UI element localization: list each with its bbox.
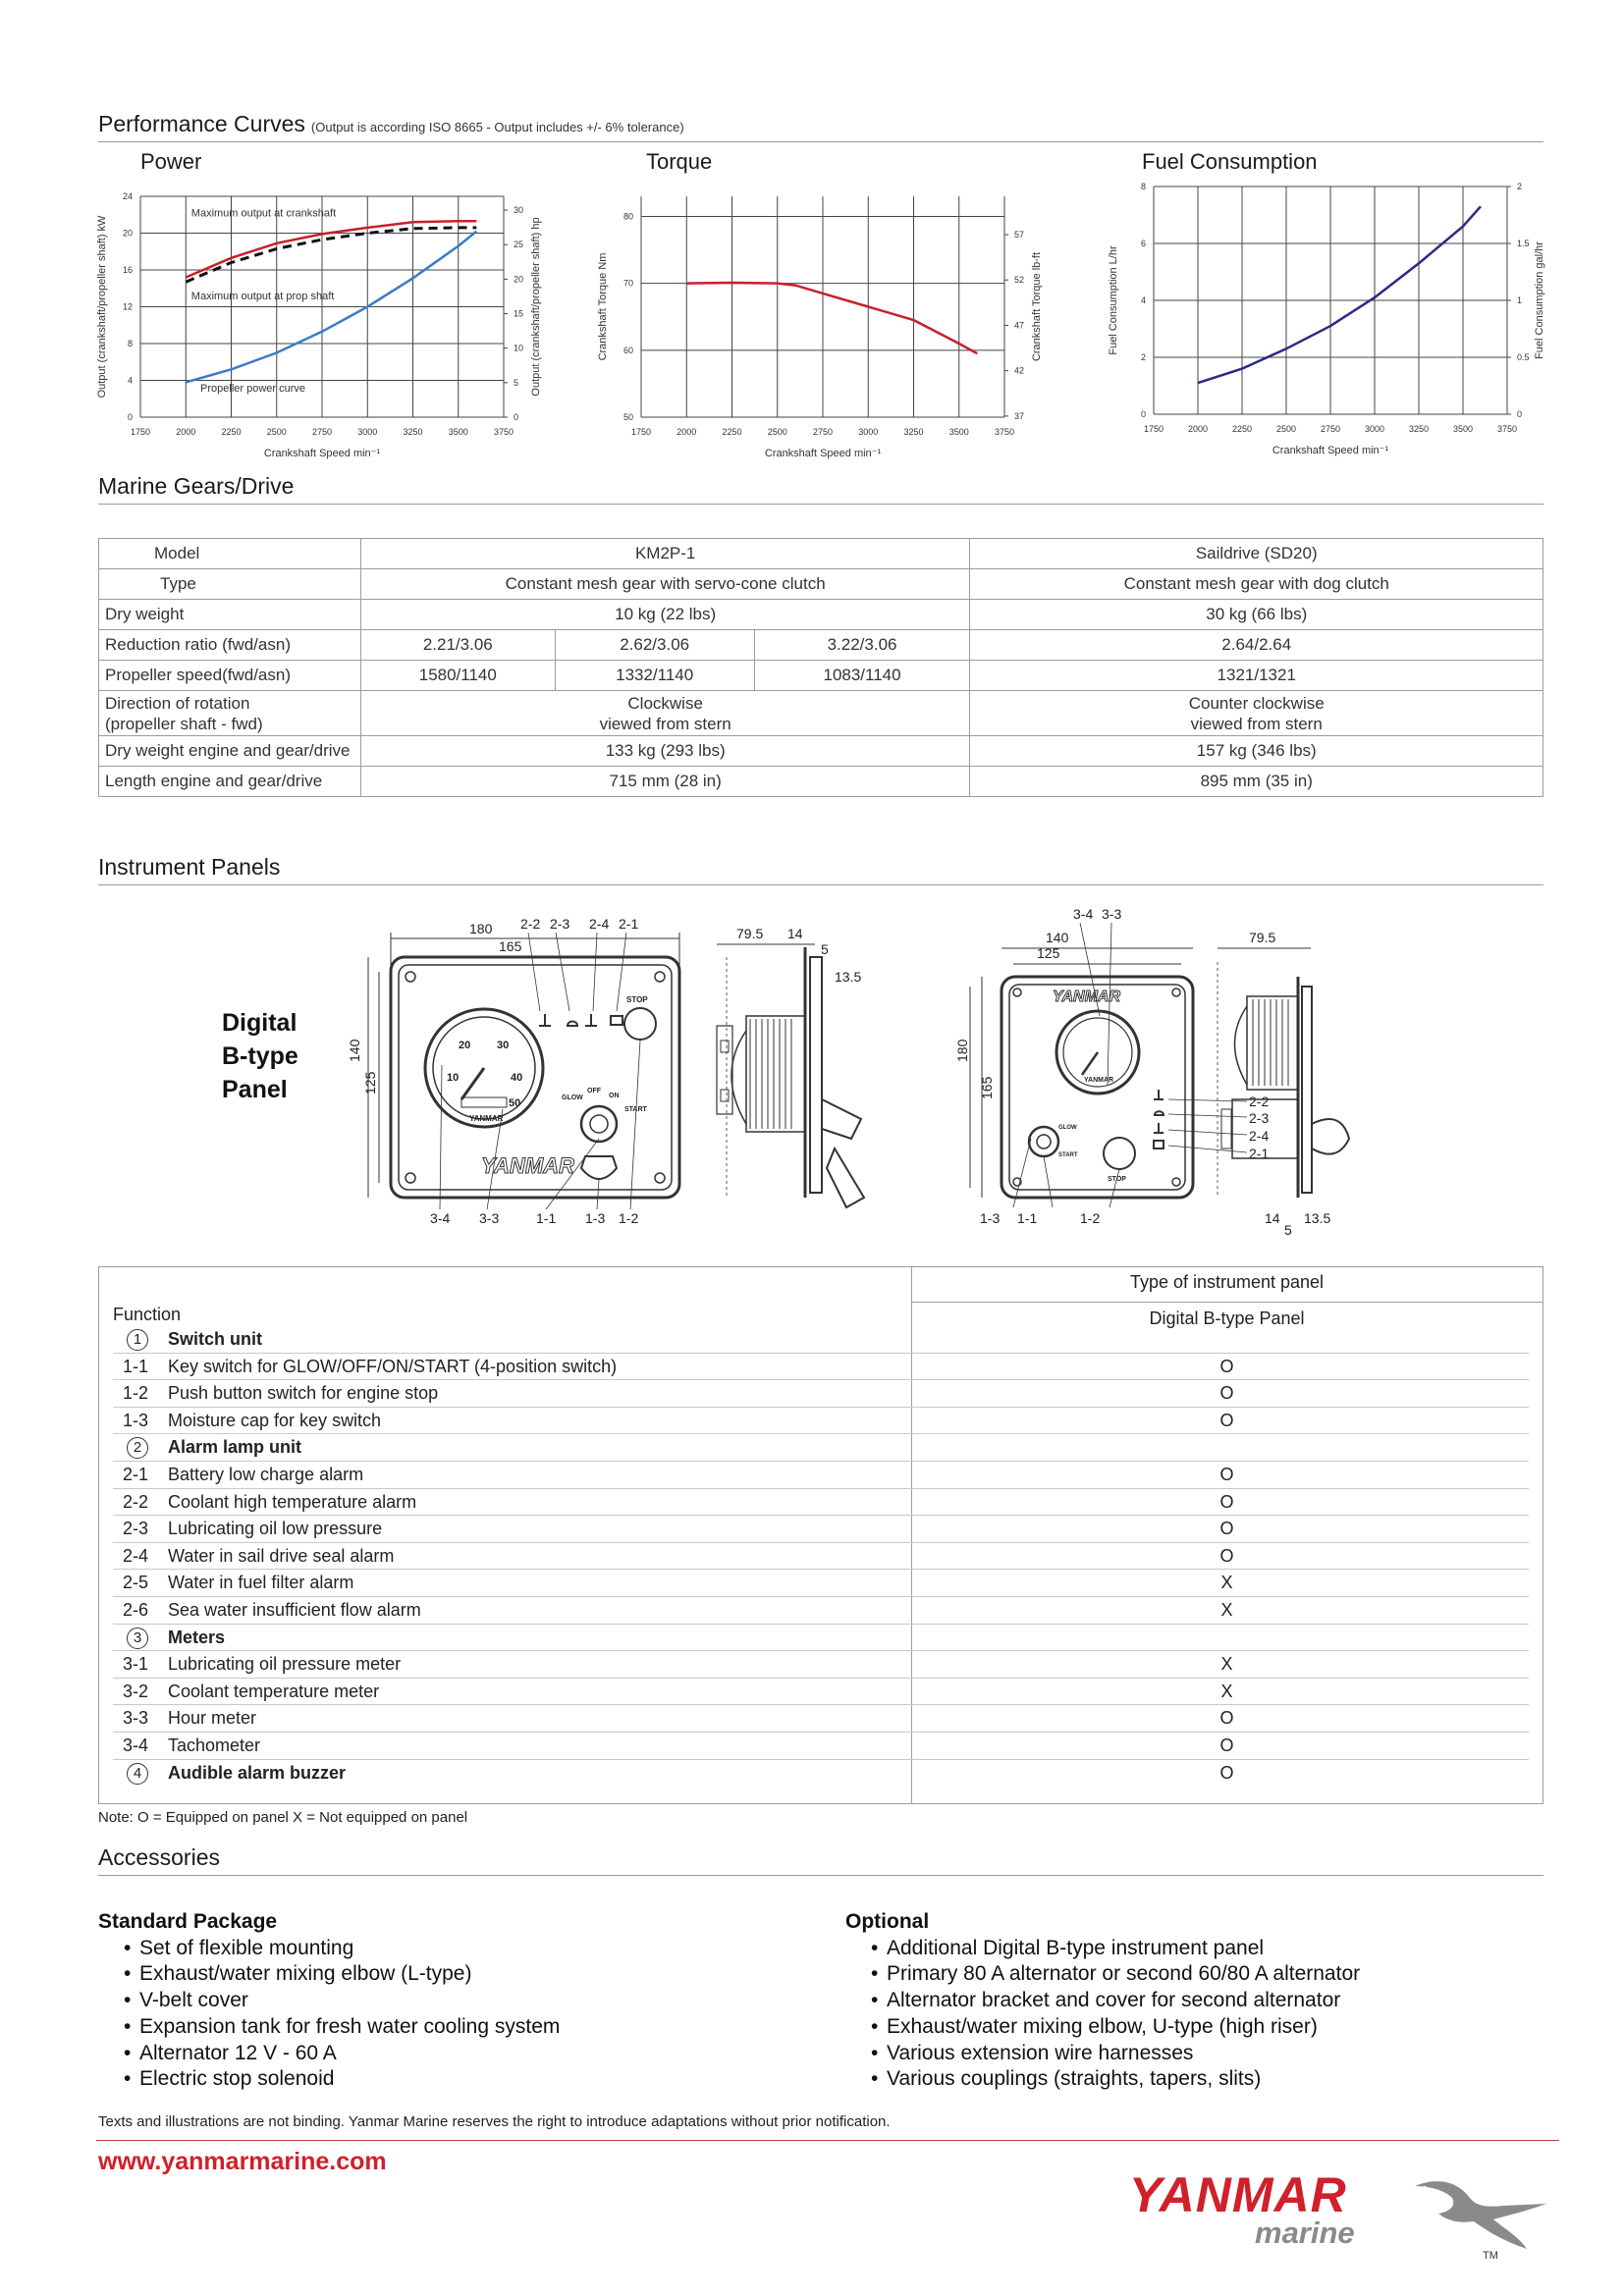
function-equipped: X — [1220, 1600, 1233, 1620]
panel-brand-right: YANMAR — [1053, 988, 1121, 1005]
function-number: 3-2 — [123, 1681, 149, 1701]
function-number: 3-4 — [123, 1735, 149, 1755]
panel-name-3: Panel — [222, 1076, 288, 1103]
y-axis-label: Output (crankshaft/propeller shaft) kW — [96, 215, 108, 399]
y-tick-label: 8 — [1140, 182, 1146, 191]
panel-name-2: B-type — [222, 1042, 298, 1070]
callout-1-2-right: 1-2 — [1080, 1210, 1101, 1226]
power-chart-title: Power — [140, 149, 202, 174]
standard-title: Standard Package — [98, 1910, 278, 1933]
dir-a-1: Clockwise — [627, 693, 703, 713]
y-axis-label-right: Crankshaft Torque lb-ft — [1031, 251, 1043, 362]
red-a2: 2.62/3.06 — [555, 630, 754, 661]
x-tick-label: 1750 — [630, 427, 652, 437]
dim-14-right: 14 — [1265, 1210, 1280, 1226]
footer-divider — [96, 2140, 1559, 2141]
x-tick-label: 2500 — [767, 427, 787, 437]
dry-b: 30 kg (66 lbs) — [970, 600, 1543, 630]
y-tick-label: 6 — [1140, 239, 1146, 248]
function-row — [99, 1760, 1543, 1788]
gears-title: Marine Gears/Drive — [98, 473, 295, 499]
function-row — [99, 1408, 1543, 1435]
torque-chart — [594, 187, 1065, 471]
len-b: 895 mm (35 in) — [970, 767, 1543, 797]
function-equipped: O — [1219, 1465, 1234, 1484]
callout-1-2-left: 1-2 — [619, 1210, 639, 1226]
seagull-icon — [1409, 2164, 1556, 2253]
model-label: Model — [99, 539, 361, 569]
callout-3-3-right: 3-3 — [1102, 906, 1122, 922]
optional-package — [845, 1909, 1360, 2093]
glow-label-right: GLOW — [1058, 1125, 1077, 1131]
glow-label-left: GLOW — [562, 1095, 583, 1101]
right-tick-label: 10 — [514, 343, 524, 353]
dim-165-right: 165 — [979, 1076, 995, 1099]
function-text: Alarm lamp unit — [168, 1437, 302, 1458]
function-row — [99, 1679, 1543, 1706]
function-number: 2-4 — [123, 1545, 149, 1566]
function-text: Tachometer — [168, 1735, 261, 1755]
chart-annotation: Maximum output at prop shaft — [190, 291, 335, 302]
side-view-right — [1218, 930, 1349, 1238]
footer-url[interactable]: www.yanmarmarine.com — [98, 2148, 387, 2175]
performance-section-title — [98, 111, 1543, 142]
dir-b-2: viewed from stern — [1190, 714, 1323, 733]
panel-brand-left: YANMAR — [481, 1153, 574, 1178]
dim-5-left: 5 — [821, 941, 829, 957]
side-view-left — [717, 926, 864, 1207]
function-group-number: 3 — [127, 1628, 148, 1649]
callout-2-2-right: 2-2 — [1249, 1094, 1270, 1109]
x-tick-label: 2500 — [1275, 424, 1297, 434]
function-text: Lubricating oil pressure meter — [168, 1654, 402, 1675]
model-a: KM2P-1 — [360, 539, 970, 569]
alarm-lamp-icons-right — [1154, 1090, 1164, 1148]
dim-140-left: 140 — [347, 1039, 362, 1062]
right-tick-label: 20 — [514, 274, 524, 285]
optional-title: Optional — [845, 1910, 930, 1933]
prop-a2: 1332/1140 — [555, 661, 754, 691]
y-tick-label: 12 — [122, 301, 133, 312]
gears-row-model — [99, 539, 1543, 569]
function-equipped: O — [1219, 1735, 1234, 1755]
y-tick-label: 50 — [623, 412, 633, 422]
function-equipped: O — [1219, 1545, 1234, 1566]
optional-item: • Various couplings (straights, tapers, slits) — [845, 2066, 1360, 2093]
y-tick-label: 16 — [122, 265, 133, 275]
gauge-tick-10: 10 — [447, 1072, 460, 1084]
x-tick-label: 2750 — [1320, 424, 1341, 434]
gears-row-type — [99, 569, 1543, 600]
type-a: Constant mesh gear with servo-cone clutch — [360, 569, 970, 600]
model-b: Saildrive (SD20) — [970, 539, 1543, 569]
function-text: Moisture cap for key switch — [168, 1410, 382, 1430]
x-tick-label: 3250 — [903, 427, 924, 437]
header-panel: Digital B-type Panel — [1149, 1308, 1305, 1328]
function-number: 3-3 — [123, 1708, 149, 1729]
x-tick-label: 1750 — [130, 427, 151, 437]
dry-label: Dry weight — [99, 600, 361, 630]
x-tick-label: 3500 — [948, 427, 969, 437]
function-row — [99, 1326, 1543, 1354]
gears-table — [98, 538, 1543, 797]
callout-2-3-right: 2-3 — [1249, 1110, 1270, 1126]
function-equipped: O — [1219, 1491, 1234, 1512]
optional-item: • Additional Digital B-type instrument panel — [845, 1936, 1360, 1962]
right-tick-label: 0 — [514, 412, 519, 422]
callout-3-3-left: 3-3 — [479, 1210, 500, 1226]
gears-row-reduction — [99, 630, 1543, 661]
function-table — [98, 1266, 1543, 1804]
function-number: 3-1 — [123, 1654, 149, 1675]
x-tick-label: 2500 — [266, 427, 287, 437]
logo-sub: marine — [1255, 2216, 1355, 2250]
performance-title: Performance Curves — [98, 111, 305, 136]
right-tick-label: 5 — [514, 377, 519, 388]
function-row — [99, 1354, 1543, 1381]
gears-row-length — [99, 767, 1543, 797]
dim-180-left: 180 — [469, 921, 493, 936]
stop-label-right: STOP — [1108, 1176, 1126, 1183]
optional-item: • Exhaust/water mixing elbow, U-type (high riser) — [845, 2014, 1360, 2041]
function-row — [99, 1434, 1543, 1462]
function-header-divider — [911, 1302, 1543, 1303]
y-tick-label: 8 — [127, 339, 133, 348]
x-tick-label: 2250 — [1231, 424, 1253, 434]
function-group-number: 2 — [127, 1437, 148, 1459]
dir-b-1: Counter clockwise — [1188, 693, 1325, 713]
y-tick-label: 70 — [623, 278, 633, 289]
gauge-tick-50: 50 — [509, 1097, 521, 1109]
x-tick-label: 3000 — [357, 427, 378, 437]
callout-1-1-right: 1-1 — [1017, 1210, 1038, 1226]
front-view-left — [347, 916, 679, 1226]
right-tick-label: 1.5 — [1517, 239, 1530, 248]
function-text: Water in fuel filter alarm — [168, 1573, 354, 1593]
function-note: Note: O = Equipped on panel X = Not equipped on panel — [98, 1809, 468, 1826]
right-tick-label: 2 — [1517, 182, 1523, 191]
y-tick-label: 60 — [623, 345, 633, 355]
dir-b — [970, 691, 1543, 736]
fuel-chart-title: Fuel Consumption — [1142, 149, 1318, 174]
gears-row-direction — [99, 691, 1543, 736]
red-label: Reduction ratio (fwd/asn) — [99, 630, 361, 661]
start-label-left: START — [624, 1106, 647, 1113]
accessories-section-title — [98, 1844, 1543, 1876]
header-function: Function — [113, 1305, 182, 1324]
off-label-left: OFF — [587, 1088, 601, 1095]
callout-1-1-left: 1-1 — [536, 1210, 557, 1226]
standard-item: • Expansion tank for fresh water cooling system — [98, 2014, 560, 2041]
dry-a: 10 kg (22 lbs) — [360, 600, 970, 630]
function-text: Hour meter — [168, 1708, 257, 1729]
chart-annotation: Maximum output at crankshaft — [190, 207, 337, 220]
function-text: Coolant high temperature alarm — [168, 1491, 417, 1512]
right-tick-label: 1 — [1517, 295, 1523, 305]
start-label-right: START — [1058, 1152, 1078, 1158]
x-tick-label: 3500 — [448, 427, 468, 437]
right-tick-label: 42 — [1014, 365, 1025, 376]
y-tick-label: 24 — [122, 191, 133, 201]
x-axis-label: Crankshaft Speed min⁻¹ — [263, 448, 381, 459]
function-text: Meters — [168, 1627, 226, 1647]
footer-disclaimer: Texts and illustrations are not binding. Yanmar Marine reserves the right to introduce adaptations without prior notification. — [98, 2113, 891, 2130]
panel-name — [222, 1006, 298, 1106]
dim-79-right: 79.5 — [1249, 930, 1276, 945]
standard-item: • Alternator 12 V - 60 A — [98, 2041, 560, 2067]
function-text: Battery low charge alarm — [168, 1465, 364, 1484]
function-number: 2-1 — [123, 1465, 149, 1484]
y-axis-label-right: Output (crankshaft/propeller shaft) hp — [530, 217, 542, 397]
function-row — [99, 1462, 1543, 1489]
x-axis-label: Crankshaft Speed min⁻¹ — [764, 448, 882, 459]
x-tick-label: 2000 — [1187, 424, 1209, 434]
function-text: Water in sail drive seal alarm — [168, 1545, 395, 1566]
function-text: Switch unit — [168, 1329, 262, 1349]
x-tick-label: 3250 — [1408, 424, 1430, 434]
red-a1: 2.21/3.06 — [360, 630, 555, 661]
right-tick-label: 37 — [1014, 410, 1025, 421]
gears-row-dry-weight-engine — [99, 736, 1543, 767]
callout-3-4-left: 3-4 — [430, 1210, 451, 1226]
standard-item: • V-belt cover — [98, 1988, 560, 2014]
gauge-brand-right: YANMAR — [1084, 1077, 1114, 1084]
dim-14-left: 14 — [787, 926, 803, 941]
prop-a3: 1083/1140 — [754, 661, 970, 691]
x-tick-label: 3750 — [493, 427, 514, 437]
function-number: 2-6 — [123, 1600, 149, 1620]
function-row — [99, 1651, 1543, 1679]
dim-125-right: 125 — [1037, 945, 1060, 961]
y-tick-label: 4 — [127, 375, 133, 386]
y-axis-label: Fuel Consumption L/hr — [1108, 245, 1119, 355]
callout-2-1-right: 2-1 — [1249, 1146, 1270, 1161]
power-chart — [93, 187, 565, 471]
logo-word: YANMAR — [1129, 2167, 1347, 2222]
torque-chart-title: Torque — [646, 149, 713, 174]
dir-a — [360, 691, 970, 736]
function-text: Lubricating oil low pressure — [168, 1519, 383, 1539]
function-equipped: O — [1219, 1356, 1234, 1376]
function-equipped: O — [1219, 1762, 1234, 1783]
function-row — [99, 1570, 1543, 1597]
accessories-title: Accessories — [98, 1844, 220, 1870]
dir-label-1: Direction of rotation — [105, 693, 250, 713]
function-number: 2-3 — [123, 1519, 149, 1539]
x-tick-label: 1750 — [1143, 424, 1164, 434]
chart-annotation: Propeller power curve — [200, 382, 306, 395]
dim-165-left: 165 — [499, 938, 522, 954]
dim-125-left: 125 — [362, 1071, 378, 1095]
function-equipped: O — [1219, 1410, 1234, 1430]
y-tick-label: 2 — [1140, 352, 1146, 362]
gauge-brand: YANMAR — [469, 1114, 504, 1123]
x-tick-label: 2000 — [677, 427, 697, 437]
right-tick-label: 0 — [1517, 409, 1523, 419]
dim-5-right: 5 — [1284, 1222, 1292, 1238]
dim-13-right: 13.5 — [1304, 1210, 1331, 1226]
function-equipped: X — [1220, 1573, 1233, 1593]
function-row — [99, 1489, 1543, 1517]
x-tick-label: 3500 — [1452, 424, 1474, 434]
type-label: Type — [99, 569, 361, 600]
function-row — [99, 1733, 1543, 1760]
red-a3: 3.22/3.06 — [754, 630, 970, 661]
instruments-section-title — [98, 854, 1543, 885]
function-row — [99, 1597, 1543, 1625]
red-b: 2.64/2.64 — [970, 630, 1543, 661]
x-tick-label: 3750 — [994, 427, 1015, 437]
front-view-right — [954, 906, 1269, 1226]
function-number: 1-3 — [123, 1410, 149, 1430]
function-group-number: 1 — [127, 1329, 148, 1351]
dwe-b: 157 kg (346 lbs) — [970, 736, 1543, 767]
dir-label-2: (propeller shaft - fwd) — [105, 714, 263, 733]
right-tick-label: 30 — [514, 205, 524, 216]
function-text: Audible alarm buzzer — [168, 1762, 347, 1783]
fuel-chart — [1105, 177, 1566, 471]
prop-label: Propeller speed(fwd/asn) — [99, 661, 361, 691]
function-equipped: O — [1219, 1383, 1234, 1404]
right-tick-label: 0.5 — [1517, 352, 1530, 362]
callout-3-4-right: 3-4 — [1073, 906, 1094, 922]
performance-note: (Output is according ISO 8665 - Output includes +/- 6% tolerance) — [310, 120, 684, 134]
gauge-tick-20: 20 — [459, 1040, 471, 1051]
gears-row-dry-weight — [99, 600, 1543, 630]
x-tick-label: 2250 — [221, 427, 242, 437]
instruments-title: Instrument Panels — [98, 854, 281, 880]
dir-label — [99, 691, 361, 736]
panel-name-1: Digital — [222, 1009, 298, 1037]
x-tick-label: 3000 — [1364, 424, 1385, 434]
right-tick-label: 25 — [514, 240, 524, 250]
function-text: Coolant temperature meter — [168, 1681, 380, 1701]
y-tick-label: 0 — [1140, 409, 1146, 419]
x-tick-label: 2750 — [311, 427, 333, 437]
function-number: 2-2 — [123, 1491, 149, 1512]
header-type: Type of instrument panel — [1129, 1272, 1325, 1292]
prop-a1: 1580/1140 — [360, 661, 555, 691]
gauge-tick-40: 40 — [511, 1072, 523, 1084]
function-equipped: X — [1220, 1654, 1233, 1675]
logo-tm: TM — [1483, 2250, 1498, 2262]
function-text: Push button switch for engine stop — [168, 1383, 439, 1404]
standard-package — [98, 1909, 560, 2093]
function-row — [99, 1380, 1543, 1408]
alarm-lamp-icons-left — [539, 1014, 623, 1026]
right-tick-label: 57 — [1014, 229, 1025, 240]
x-tick-label: 2750 — [812, 427, 834, 437]
function-equipped: O — [1219, 1519, 1234, 1539]
function-number: 1-2 — [123, 1383, 149, 1404]
len-label: Length engine and gear/drive — [99, 767, 361, 797]
dwe-label: Dry weight engine and gear/drive — [99, 736, 361, 767]
x-tick-label: 2250 — [722, 427, 742, 437]
right-tick-label: 47 — [1014, 320, 1025, 331]
series-line — [186, 228, 476, 282]
dim-79-left: 79.5 — [736, 926, 764, 941]
x-tick-label: 3000 — [858, 427, 879, 437]
callout-2-4-right: 2-4 — [1249, 1128, 1270, 1144]
standard-item: • Set of flexible mounting — [98, 1936, 560, 1962]
dir-a-2: viewed from stern — [599, 714, 731, 733]
function-number: 2-5 — [123, 1573, 149, 1593]
y-tick-label: 80 — [623, 211, 633, 222]
callout-1-3-left: 1-3 — [585, 1210, 606, 1226]
callout-2-3-left: 2-3 — [550, 916, 570, 932]
function-number: 1-1 — [123, 1356, 149, 1376]
standard-item: • Exhaust/water mixing elbow (L-type) — [98, 1961, 560, 1988]
function-equipped: X — [1220, 1681, 1233, 1701]
dwe-a: 133 kg (293 lbs) — [360, 736, 970, 767]
gauge-tick-30: 30 — [497, 1040, 510, 1051]
optional-item: • Various extension wire harnesses — [845, 2041, 1360, 2067]
x-tick-label: 3250 — [403, 427, 423, 437]
series-line — [1198, 206, 1481, 383]
gears-section-title — [98, 473, 1543, 505]
x-axis-label: Crankshaft Speed min⁻¹ — [1272, 445, 1389, 456]
callout-2-2-left: 2-2 — [520, 916, 541, 932]
y-tick-label: 4 — [1140, 295, 1146, 305]
right-tick-label: 15 — [514, 308, 524, 319]
function-row — [99, 1543, 1543, 1571]
on-label-left: ON — [609, 1093, 620, 1099]
type-b: Constant mesh gear with dog clutch — [970, 569, 1543, 600]
right-tick-label: 52 — [1014, 275, 1025, 286]
y-tick-label: 0 — [127, 412, 133, 422]
function-row — [99, 1705, 1543, 1733]
callout-2-1-left: 2-1 — [619, 916, 639, 932]
yanmar-marine-logo — [1129, 2164, 1561, 2272]
function-text: Sea water insufficient flow alarm — [168, 1600, 421, 1620]
x-tick-label: 2000 — [176, 427, 196, 437]
function-row — [99, 1516, 1543, 1543]
len-a: 715 mm (28 in) — [360, 767, 970, 797]
prop-b: 1321/1321 — [970, 661, 1543, 691]
optional-item: • Primary 80 A alternator or second 60/80 A alternator — [845, 1961, 1360, 1988]
y-axis-label: Crankshaft Torque Nm — [597, 252, 609, 361]
function-row — [99, 1625, 1543, 1652]
y-axis-label-right: Fuel Consumption gal/hr — [1534, 241, 1545, 359]
function-equipped: O — [1219, 1708, 1234, 1729]
standard-item: • Electric stop solenoid — [98, 2066, 560, 2093]
y-tick-label: 20 — [122, 228, 133, 239]
dim-140-right: 140 — [1046, 930, 1069, 945]
function-text: Key switch for GLOW/OFF/ON/START (4-position switch) — [168, 1356, 618, 1376]
dim-180-right: 180 — [954, 1039, 970, 1062]
dim-13-left: 13.5 — [835, 969, 862, 985]
stop-label-left: STOP — [626, 995, 648, 1004]
callout-2-4-left: 2-4 — [589, 916, 610, 932]
series-line — [686, 283, 977, 353]
callout-1-3-right: 1-3 — [980, 1210, 1001, 1226]
optional-item: • Alternator bracket and cover for second alternator — [845, 1988, 1360, 2014]
function-group-number: 4 — [127, 1763, 148, 1785]
instrument-panel-drawing — [347, 903, 1375, 1238]
x-tick-label: 3750 — [1496, 424, 1518, 434]
gears-row-propeller — [99, 661, 1543, 691]
